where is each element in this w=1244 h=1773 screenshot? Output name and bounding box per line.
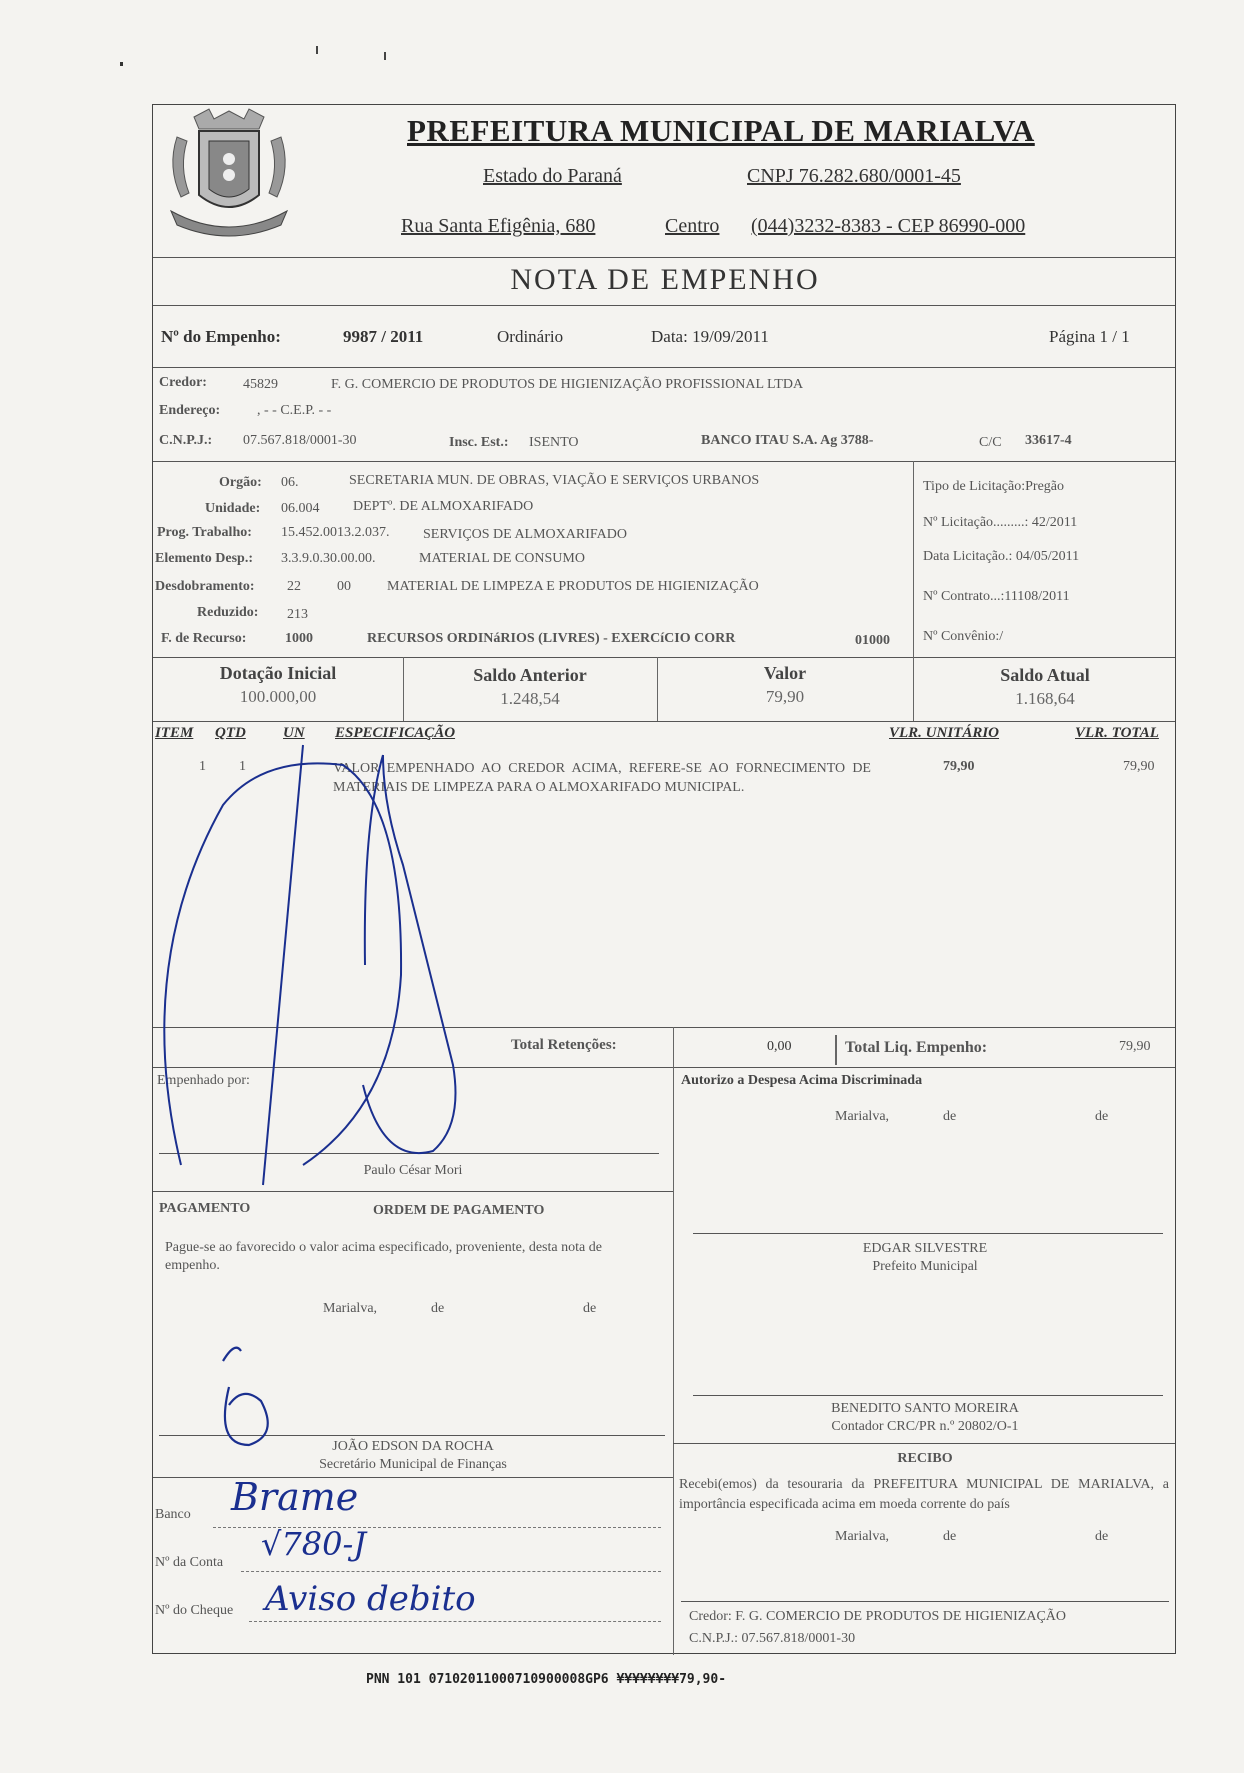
banco-handwritten: Brame [231,1475,359,1519]
licitacao-contrato: Nº Contrato...:11108/2011 [923,589,1070,604]
credor-bank: BANCO ITAU S.A. Ag 3788- [701,433,874,448]
empenho-label: Nº do Empenho: [161,327,281,346]
ordem-label: ORDEM DE PAGAMENTO [373,1203,545,1218]
recibo-place: Marialva, [835,1529,890,1544]
header-cnpj: CNPJ 76.282.680/0001-45 [747,165,961,187]
valor-value: 79,90 [765,687,805,706]
item-number: 1 [199,759,206,774]
unit-header: VLR. UNITÁRIO [889,725,1000,741]
retencoes-value: 0,00 [767,1039,792,1054]
desdobr-code-2: 00 [337,579,351,594]
credor-label: Credor: [159,375,207,390]
licitacao-data: Data Licitação.: 04/05/2011 [923,549,1080,564]
scan-mark [120,62,123,66]
prog-code: 15.452.0013.2.037. [281,525,390,540]
conta-handwritten: √780-J [261,1525,367,1563]
total-header: VLR. TOTAL [1075,725,1159,741]
item-qtd: 1 [239,759,246,774]
pagamento-de-1: de [431,1301,445,1316]
recibo-de-1: de [943,1529,957,1544]
liquido-label: Total Liq. Empenho: [845,1039,988,1056]
empenho-type: Ordinário [497,327,564,346]
retencoes-label: Total Retenções: [511,1037,617,1053]
pagamento-text: Pague-se ao favorecido o valor acima especificado, proveniente, desta nota de empenho. [165,1240,602,1273]
prefeito-name: EDGAR SILVESTRE [862,1241,988,1256]
dotacao-value: 100.000,00 [239,687,317,706]
credor-cnpj-label: C.N.P.J.: [159,433,213,448]
reduzido-code: 213 [287,607,308,622]
contador-role: Contador CRC/PR n.º 20802/O-1 [831,1419,1019,1434]
cheque-label: Nº do Cheque [155,1603,234,1618]
document-title: NOTA DE EMPENHO [510,263,820,296]
empenho-page: Página 1 / 1 [1049,327,1130,346]
orgao-code: 06. [281,475,299,490]
secretario-name: JOÃO EDSON DA ROCHA [332,1439,494,1454]
scan-mark [316,46,318,54]
credor-name: F. G. COMERCIO DE PRODUTOS DE HIGIENIZAÇÃO PROFISSIONAL LTDA [331,377,804,392]
qtd-header: QTD [215,725,246,741]
dotacao-label: Dotação Inicial [219,663,337,683]
prefeito-role: Prefeito Municipal [872,1259,978,1274]
conta-label: Nº da Conta [155,1555,224,1570]
licitacao-numero: Nº Licitação.........: 42/2011 [923,515,1078,530]
recibo-label: RECIBO [897,1451,953,1466]
recibo-de-2: de [1095,1529,1109,1544]
espec-header: ESPECIFICAÇÃO [335,725,456,741]
orgao-desc: SECRETARIA MUN. DE OBRAS, VIAÇÃO E SERVIÇOS URBANOS [349,473,760,488]
header-address: Rua Santa Efigênia, 680 [401,215,596,237]
pen-signature-marks [153,105,1177,1655]
autorizo-text: Autorizo a Despesa Acima Discriminada [681,1073,923,1088]
recibo-cnpj: C.N.P.J.: 07.567.818/0001-30 [689,1631,856,1646]
header-district: Centro [665,215,720,237]
scan-mark [384,52,386,60]
un-header: UN [283,725,305,741]
credor-code: 45829 [243,377,278,392]
empenho-number: 9987 / 2011 [343,327,424,346]
pagamento-de-2: de [583,1301,597,1316]
saldo-anterior-label: Saldo Anterior [473,665,587,685]
prog-label: Prog. Trabalho: [157,525,252,540]
cheque-handwritten: Aviso debito [265,1579,476,1619]
item-unit: 79,90 [943,759,975,774]
elemento-desc: MATERIAL DE CONSUMO [419,551,585,566]
contador-name: BENEDITO SANTO MOREIRA [831,1401,1019,1416]
item-header: ITEM [155,725,194,741]
unidade-label: Unidade: [205,501,261,516]
header-phone-cep: (044)3232-8383 - CEP 86990-000 [751,215,1026,237]
header-state: Estado do Paraná [483,165,622,187]
empenhado-name: Paulo César Mori [363,1163,463,1178]
elemento-label: Elemento Desp.: [155,551,253,566]
pagamento-place: Marialva, [323,1301,378,1316]
recurso-label: F. de Recurso: [161,631,247,646]
secretario-role: Secretário Municipal de Finanças [319,1457,507,1472]
elemento-code: 3.3.9.0.30.00.00. [281,551,376,566]
nota-empenho-sheet [152,104,1176,1654]
credor-insc: ISENTO [529,435,579,450]
header-title: PREFEITURA MUNICIPAL DE MARIALVA [407,113,1035,148]
desdobr-code: 22 [287,579,301,594]
saldo-atual-label: Saldo Atual [1000,665,1090,685]
licitacao-convenio: Nº Convênio:/ [923,629,1004,644]
empenhado-label: Empenhado por: [157,1073,250,1088]
orgao-label: Orgão: [219,475,262,490]
saldo-atual-value: 1.168,64 [1015,689,1075,708]
item-total: 79,90 [1123,759,1155,774]
autorizo-place: Marialva, [835,1109,890,1124]
credor-cnpj: 07.567.818/0001-30 [243,433,357,448]
footer-code: PNN 101 07102011000710900008GP6 ¥¥¥¥¥¥¥¥79,90- [366,1672,727,1687]
valor-label: Valor [763,663,807,683]
pagamento-label: PAGAMENTO [159,1201,251,1216]
unidade-desc: DEPTº. DE ALMOXARIFADO [353,499,534,514]
reduzido-label: Reduzido: [197,605,259,620]
licitacao-tipo: Tipo de Licitação:Pregão [923,479,1065,494]
credor-cc-label: C/C [979,435,1002,450]
saldo-anterior-value: 1.248,54 [500,689,560,708]
credor-address: , - - C.E.P. - - [257,403,332,418]
credor-cc: 33617-4 [1025,433,1072,448]
recibo-credor: Credor: F. G. COMERCIO DE PRODUTOS DE HIGIENIZAÇÃO [689,1609,1067,1624]
desdobr-desc: MATERIAL DE LIMPEZA E PRODUTOS DE HIGIENIZAÇÃO [387,579,759,594]
desdobr-label: Desdobramento: [155,579,255,594]
banco-label: Banco [155,1507,191,1522]
recurso-code: 1000 [285,631,313,646]
credor-address-label: Endereço: [159,403,221,418]
recurso-desc: RECURSOS ORDINáRIOS (LIVRES) - EXERCíCIO CORR [367,631,736,646]
credor-insc-label: Insc. Est.: [449,435,509,450]
item-espec: VALOR EMPENHADO AO CREDOR ACIMA, REFERE-SE AO FORNECIMENTO DE MATERIAIS DE LIMPEZA PARA O ALMOXARIFADO MUNICIPAL. [333,761,871,795]
prog-desc: SERVIÇOS DE ALMOXARIFADO [423,527,627,542]
unidade-code: 06.004 [281,501,320,516]
liquido-value: 79,90 [1119,1039,1151,1054]
empenho-date: Data: 19/09/2011 [651,327,769,346]
autorizo-de-2: de [1095,1109,1109,1124]
recibo-text: Recebi(emos) da tesouraria da PREFEITURA MUNICIPAL DE MARIALVA, a importância especificada acima em moeda corrente do país [679,1477,1169,1512]
autorizo-de-1: de [943,1109,957,1124]
recurso-number: 01000 [855,633,890,648]
